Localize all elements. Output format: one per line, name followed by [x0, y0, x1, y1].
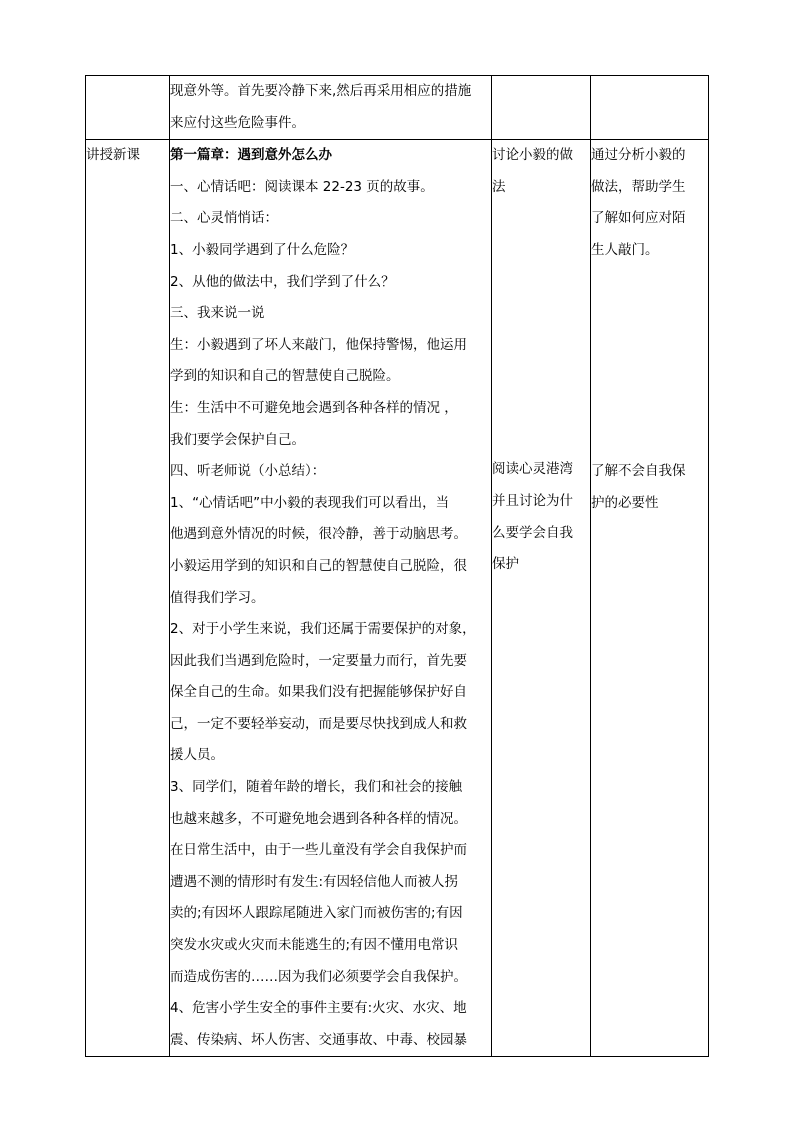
lesson-plan-table [85, 75, 709, 1057]
intent-line: 通过分析小毅的 [591, 147, 686, 164]
activity-line: 讨论小毅的做 [492, 147, 573, 164]
content-line: 4、危害小学生安全的事件主要有:火灾、水灾、地 [170, 1000, 467, 1017]
table-row [86, 140, 709, 1057]
content-line: 1、小毅同学遇到了什么危险？ [170, 241, 355, 258]
content-cell [170, 140, 492, 1057]
content-line: 生：小毅遇到了坏人来敲门，他保持警惕，他运用 [170, 336, 467, 353]
spacer [492, 203, 590, 454]
activity-line: 并且讨论为什 [492, 492, 573, 509]
stage-cell [86, 76, 170, 140]
content-line: 2、对于小学生来说，我们还属于需要保护的对象， [170, 621, 476, 638]
content-line: 1、“心情话吧”中小毅的表现我们可以看出，当 [170, 494, 450, 511]
content-line: 遭遇不测的情形时有发生:有因轻信他人而被人拐 [170, 873, 459, 890]
content-line: 因此我们当遇到危险时，一定要量力而行，首先要 [170, 652, 467, 669]
intent-line: 了解如何应对陌 [591, 210, 686, 227]
student-activity-cell [492, 76, 591, 140]
content-line: 一、心情话吧：阅读课本 22-23 页的故事。 [170, 178, 434, 195]
content-line: 2、从他的做法中，我们学到了什么？ [170, 273, 395, 290]
design-intent-cell [591, 76, 709, 140]
content-line: 己，一定不要轻举妄动，而是要尽快找到成人和救 [170, 715, 467, 732]
activity-line: 法 [492, 178, 506, 195]
activity-line: 保护 [492, 556, 519, 573]
stage-cell [86, 140, 170, 1057]
content-line: 保全自己的生命。如果我们没有把握能够保护好自 [170, 684, 467, 701]
content-line: 而造成伤害的……因为我们必须要学会自我保护。 [170, 968, 467, 985]
content-line: 三、我来说一说 [170, 305, 265, 322]
student-activity-cell [492, 140, 591, 1057]
intent-line: 生人敲门。 [591, 241, 659, 258]
table-row [86, 76, 709, 140]
content-line: 援人员。 [170, 747, 224, 764]
content-line: 现意外等。首先要冷静下来,然后再采用相应的措施 [170, 83, 472, 99]
content-line: 四、听老师说（小总结）： [170, 463, 326, 480]
intent-line: 护的必要性 [591, 494, 659, 511]
spacer [591, 267, 708, 457]
activity-line: 阅读心灵港湾 [492, 461, 573, 478]
section-heading: 第一篇章：遇到意外怎么办 [170, 147, 332, 164]
stage-label: 讲授新课 [86, 147, 140, 164]
content-line: 学到的知识和自己的智慧使自己脱险。 [170, 368, 400, 385]
content-line: 值得我们学习。 [170, 589, 265, 606]
content-line: 小毅运用学到的知识和自己的智慧使自己脱险，很 [170, 557, 467, 574]
content-cell [170, 76, 492, 140]
content-line: 也越来越多，不可避免地会遇到各种各样的情况。 [170, 810, 467, 827]
activity-line: 么要学会自我 [492, 524, 573, 541]
content-line: 我们要学会保护自己。 [170, 431, 305, 448]
content-line: 生：生活中不可避免地会遇到各种各样的情况 ， [170, 399, 458, 416]
content-line: 突发水灾或火灾而未能逃生的;有因不懂用电常识 [170, 937, 459, 954]
content-line: 二、心灵悄悄话： [170, 210, 278, 227]
content-line: 来应付这些危险事件。 [170, 114, 305, 131]
content-line: 3、同学们，随着年龄的增长，我们和社会的接触 [170, 779, 463, 796]
content-line: 在日常生活中，由于一些儿童没有学会自我保护而 [170, 842, 467, 859]
content-line: 卖的;有因坏人跟踪尾随进入家门而被伤害的;有因 [170, 905, 463, 922]
content-line: 他遇到意外情况的时候，很冷静，善于动脑思考。 [170, 526, 467, 543]
content-line: 震、传染病、坏人伤害、交通事故、中毒、校园暴 [170, 1031, 467, 1048]
intent-line: 了解不会自我保 [591, 463, 686, 480]
intent-line: 做法，帮助学生 [591, 178, 686, 195]
design-intent-cell [591, 140, 709, 1057]
